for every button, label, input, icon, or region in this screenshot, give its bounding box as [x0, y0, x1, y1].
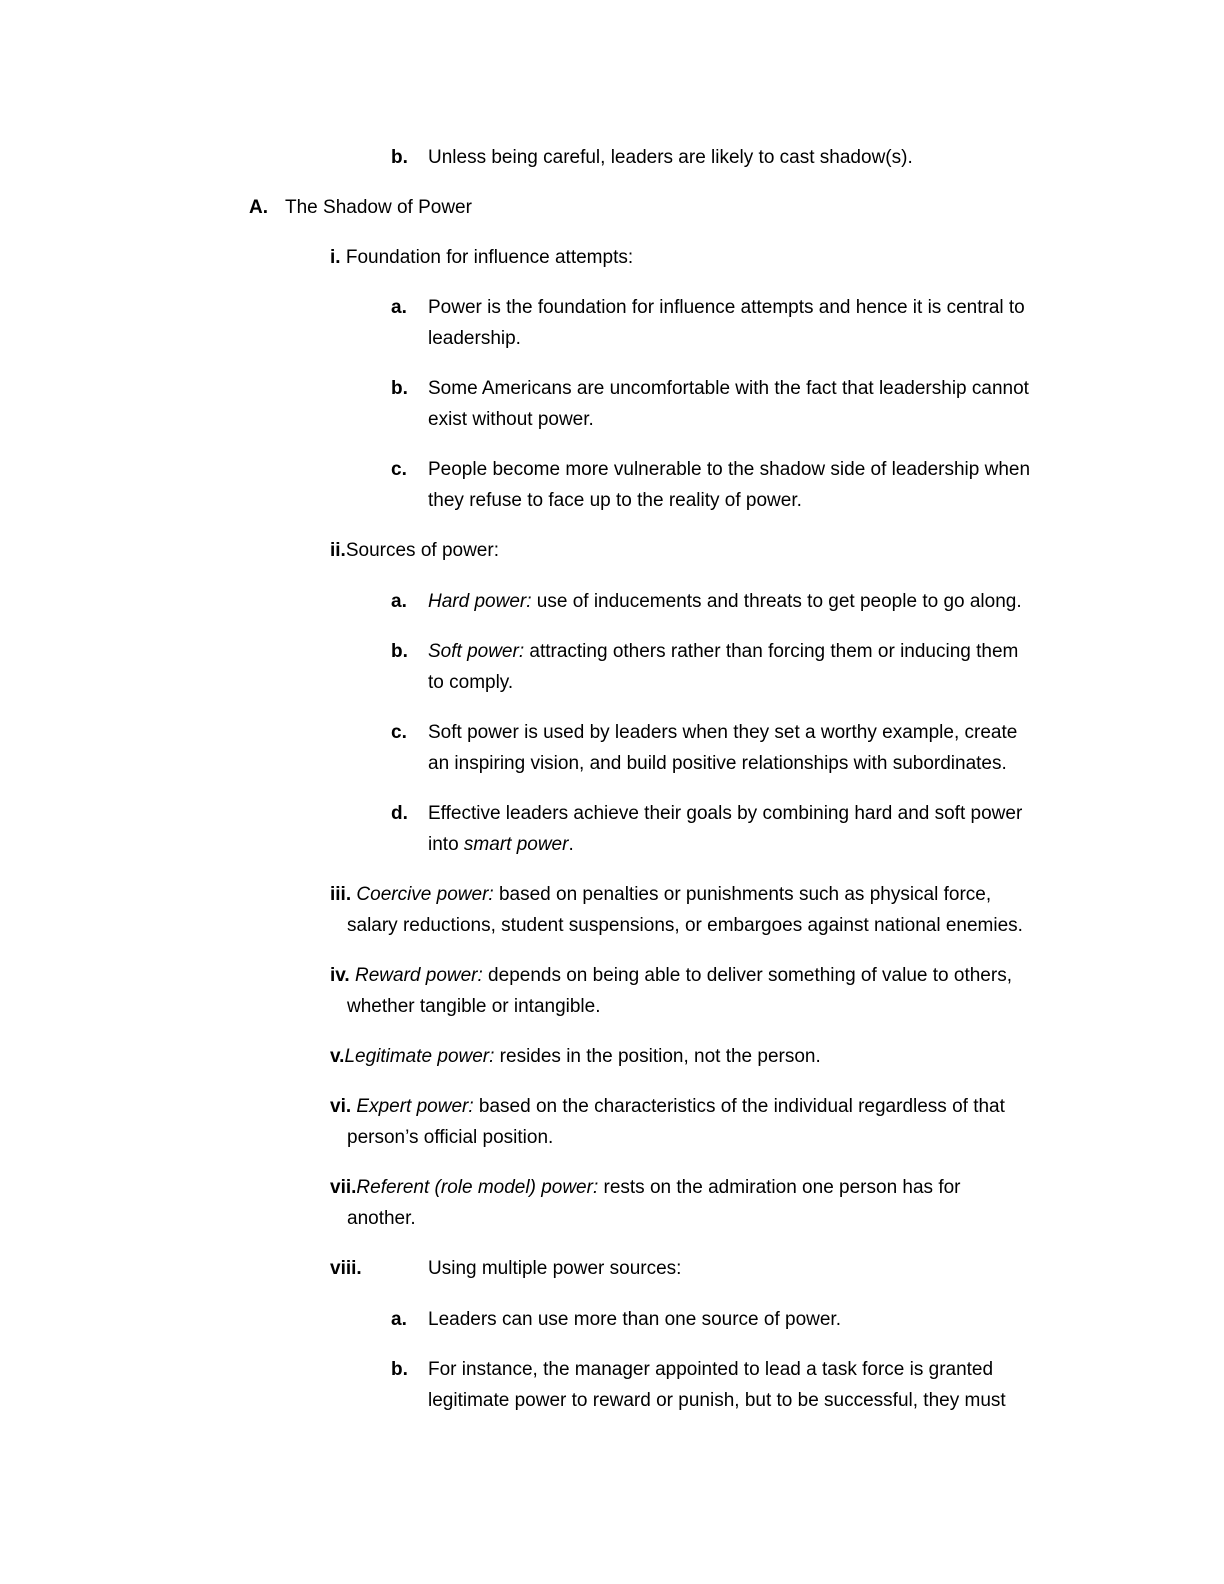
list-item-vi: vi. Expert power: based on the characteristics of the individual regardless of that person’s official position. [330, 1096, 1005, 1148]
list-marker: d. [391, 803, 408, 824]
section-marker: A. [249, 197, 268, 218]
list-item-text: For instance, the manager appointed to lead a task force is granted legitimate power to reward or punish, but to be successful, they must [428, 1359, 1006, 1411]
list-item-viii: Using multiple power sources: [428, 1258, 682, 1279]
list-item-text: People become more vulnerable to the shadow side of leadership when they refuse to face up to the reality of power. [428, 459, 1031, 511]
list-item-text: Unless being careful, leaders are likely to cast shadow(s). [428, 147, 913, 168]
list-marker: a. [391, 297, 407, 318]
list-item-iii: iii. Coercive power: based on penalties or punishments such as physical force, salary reductions, student suspensions, or embargoes against national enemies. [330, 884, 1023, 936]
list-marker: b. [391, 147, 408, 168]
list-item-i: i. Foundation for influence attempts: [330, 247, 634, 268]
list-item-text: Soft power is used by leaders when they set a worthy example, create an inspiring vision, and build positive relationships with subordinates. [428, 722, 1018, 774]
list-marker: c. [391, 459, 407, 480]
list-item-text: Effective leaders achieve their goals by combining hard and soft power into smart power. [428, 803, 1023, 855]
list-marker: b. [391, 1359, 408, 1380]
list-marker: b. [391, 641, 408, 662]
list-marker: a. [391, 1309, 407, 1330]
list-item-text: Some Americans are uncomfortable with the fact that leadership cannot exist without power. [428, 378, 1029, 430]
list-item-iv: iv. Reward power: depends on being able to deliver something of value to others, whether tangible or intangible. [330, 965, 1012, 1017]
list-item-text: Power is the foundation for influence attempts and hence it is central to leadership. [428, 297, 1025, 349]
list-marker: a. [391, 591, 407, 612]
section-heading: The Shadow of Power [285, 197, 472, 218]
list-item-text: Leaders can use more than one source of power. [428, 1309, 841, 1330]
list-item-vii: vii.Referent (role model) power: rests on the admiration one person has for another. [330, 1177, 961, 1229]
list-item-text: Hard power: use of inducements and threats to get people to go along. [428, 591, 1022, 612]
list-item-text: Soft power: attracting others rather than forcing them or inducing them to comply. [428, 641, 1019, 693]
list-marker: viii. [330, 1258, 362, 1279]
list-item-ii: ii.Sources of power: [330, 540, 499, 561]
list-marker: b. [391, 378, 408, 399]
list-marker: c. [391, 722, 407, 743]
list-item-v: v.Legitimate power: resides in the position, not the person. [330, 1046, 821, 1067]
